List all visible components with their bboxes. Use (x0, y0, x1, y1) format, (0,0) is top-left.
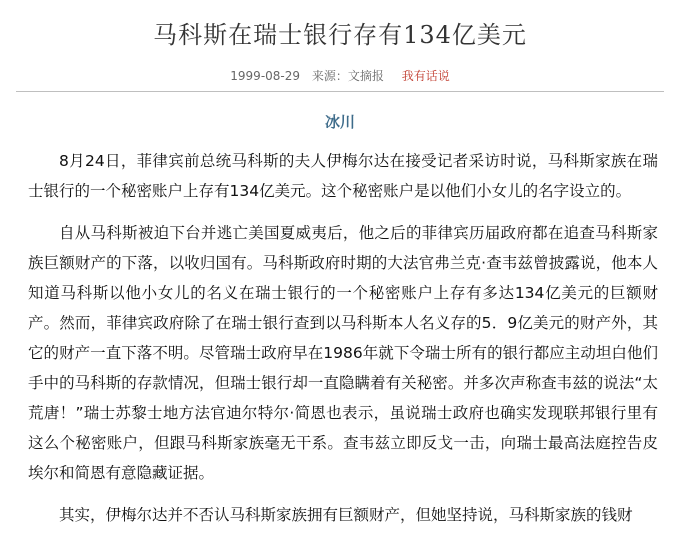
paragraph-1: 8月24日，菲律宾前总统马科斯的夫人伊梅尔达在接受记者采访时说，马科斯家族在瑞士银行的一个秘密账户上存有134亿美元。这个秘密账户是以他们小女儿的名字设立的。 (28, 152, 658, 200)
article-source: 来源：文摘报 (311, 69, 384, 83)
article-meta (0, 67, 680, 84)
paragraph-2: 自从马科斯被迫下台并逃亡美国夏威夷后，他之后的菲律宾历届政府都在追查马科斯家族巨额财产的下落，以收归国有。马科斯政府时期的大法官弗兰克·查韦兹曾披露说，他本人知道马科斯以他小女儿的名义在瑞士银行的一个秘密账户上存有多达134亿美元的巨额财产。然而，菲律宾政府除了在瑞士银行查到以马科斯本人名义存的5．9亿美元的财产外，其它的财产一直下落不明。尽管瑞士政府早在1986年就下令瑞士所有的银行都应主动坦白他们手中的马科斯的存款情况，但瑞士银行却一直隐瞒着有关秘密。并多次声称查韦兹的说法“太荒唐！”瑞士苏黎士地方法官迪尔特尔·简恩也表示，虽说瑞士政府也确实发现联邦银行里有这么个秘密账户，但跟马科斯家族毫无干系。查韦兹立即反戈一击，向瑞士最高法庭控告皮埃尔和简恩有意隐藏证据。 (28, 224, 658, 482)
publish-date: 1999-08-29 (230, 69, 301, 83)
title-divider (16, 91, 664, 92)
article-title: 马科斯在瑞士银行存有134亿美元 (153, 21, 527, 49)
comment-link[interactable]: 我有话说 (401, 69, 450, 83)
article-author: 冰川 (324, 113, 355, 131)
paragraph-3: 其实，伊梅尔达并不否认马科斯家族拥有巨额财产，但她坚持说，马科斯家族的钱财 (59, 506, 633, 524)
article-body (28, 146, 658, 542)
